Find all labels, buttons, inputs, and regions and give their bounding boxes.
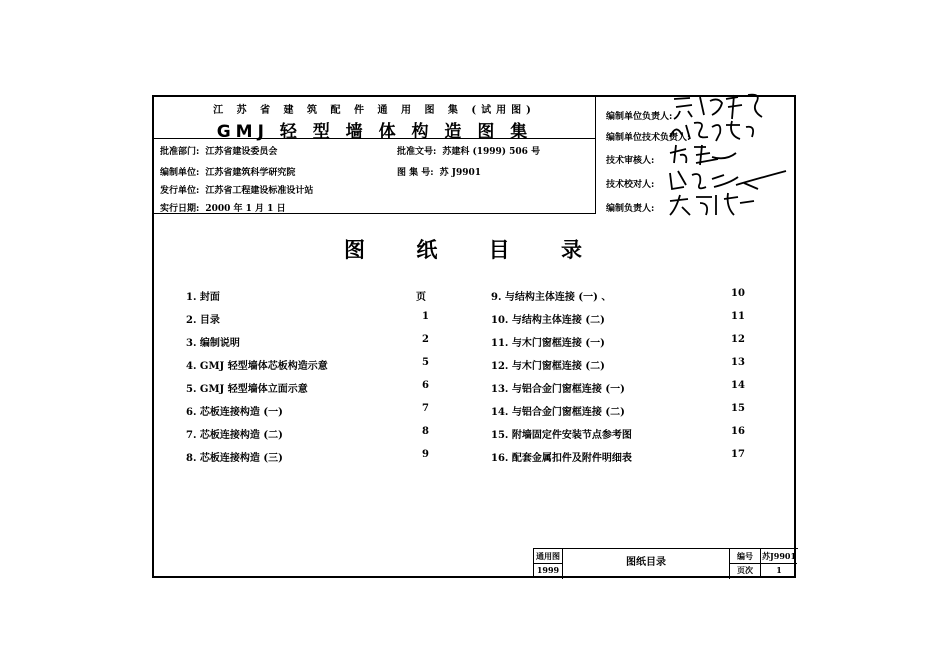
number-label: 编号	[737, 551, 753, 561]
edit-unit	[160, 165, 295, 178]
sheet-title: 图纸目录	[626, 557, 666, 568]
approve-doc-label: 批准文号:	[397, 147, 437, 157]
effective-date-value: 2000 年 1 月 1 日	[205, 204, 286, 214]
approve-doc-value: 苏建科 (1999) 506 号	[442, 147, 541, 157]
atlas-number-label: 图 集 号:	[397, 168, 434, 178]
toc-right-item: 12. 与木门窗框连接 (二)	[491, 361, 605, 372]
atlas-number-value: 苏 J9901	[439, 168, 482, 178]
publish-unit-value: 江苏省工程建设标准设计站	[205, 186, 314, 196]
toc-right-page: 10	[731, 288, 745, 299]
toc-right-item: 9. 与结构主体连接 (一) 、	[491, 292, 612, 303]
toc-left-item: 3. 编制说明	[186, 338, 240, 349]
signature-3	[666, 139, 756, 167]
toc-left-item: 6. 芯板连接构造 (一)	[186, 407, 283, 418]
drawing-sheet	[152, 95, 796, 578]
toc-right-page: 11	[731, 311, 745, 322]
toc-left-item: 1. 封面	[186, 292, 220, 303]
edit-unit-label: 编制单位:	[160, 168, 200, 178]
effective-date-label: 实行日期:	[160, 204, 200, 214]
toc-right-page: 17	[731, 449, 745, 460]
toc-page-header: 页	[416, 292, 426, 303]
person-edit-head: 编制负责人:	[606, 204, 655, 214]
toc-left-item: 2. 目录	[186, 315, 220, 326]
toc-right-item: 10. 与结构主体连接 (二)	[491, 315, 605, 326]
header-title-area	[154, 97, 595, 142]
toc-right-page: 12	[731, 334, 745, 345]
toc-right-item: 16. 配套金属扣件及附件明细表	[491, 453, 632, 464]
toc-left-page: 1	[422, 311, 429, 322]
approve-dept-value: 江苏省建设委员会	[205, 147, 278, 157]
person-unit-head: 编制单位负责人:	[606, 112, 673, 122]
person-tech-head: 编制单位技术负责人:	[606, 133, 691, 143]
title-block	[533, 548, 798, 578]
approve-doc	[397, 144, 540, 157]
person-tech-check: 技术校对人:	[606, 180, 655, 190]
page-label: 页次	[730, 563, 760, 577]
toc-left-page: 2	[422, 334, 429, 345]
toc-left-item: 5. GMJ 轻型墙体立面示意	[186, 384, 308, 395]
approve-dept	[160, 144, 277, 157]
effective-date	[160, 201, 286, 214]
general-label: 通用图	[536, 551, 560, 561]
toc-right-page: 14	[731, 380, 745, 391]
publish-unit	[160, 183, 313, 196]
toc-left-item: 8. 芯板连接构造 (三)	[186, 453, 283, 464]
person-tech-review: 技术审核人:	[606, 156, 655, 166]
toc-left-page: 9	[422, 449, 429, 460]
toc-left-page: 6	[422, 380, 429, 391]
toc-right-item: 14. 与铝合金门窗框连接 (二)	[491, 407, 625, 418]
publish-unit-label: 发行单位:	[160, 186, 200, 196]
page-value: 1	[760, 563, 797, 577]
approve-dept-label: 批准部门:	[160, 147, 200, 157]
toc-left-item: 4. GMJ 轻型墙体芯板构造示意	[186, 361, 328, 372]
toc-title: 图 纸 目 录	[344, 237, 604, 262]
edit-unit-value: 江苏省建筑科学研究院	[205, 168, 296, 178]
toc-right-item: 13. 与铝合金门窗框连接 (一)	[491, 384, 625, 395]
signature-5	[666, 189, 766, 219]
toc-right-page: 16	[731, 426, 745, 437]
toc-right-item: 11. 与木门窗框连接 (一)	[491, 338, 605, 349]
toc-left-page: 7	[422, 403, 429, 414]
atlas-title: GMJ 轻 型 墙 体 构 造 图 集	[216, 122, 533, 142]
number-value: 苏J9901	[761, 551, 797, 561]
toc-right-page: 13	[731, 357, 745, 368]
toc-left-item: 7. 芯板连接构造 (二)	[186, 430, 283, 441]
series-title: 江 苏 省 建 筑 配 件 通 用 图 集 (试用图)	[213, 105, 536, 116]
toc-right-page: 15	[731, 403, 745, 414]
general-year: 1999	[534, 563, 562, 577]
toc-left-page: 5	[422, 357, 429, 368]
header-block	[154, 97, 596, 214]
atlas-number	[397, 165, 481, 178]
toc-right-item: 15. 附墙固定件安装节点参考图	[491, 430, 632, 441]
toc-left-page: 8	[422, 426, 429, 437]
